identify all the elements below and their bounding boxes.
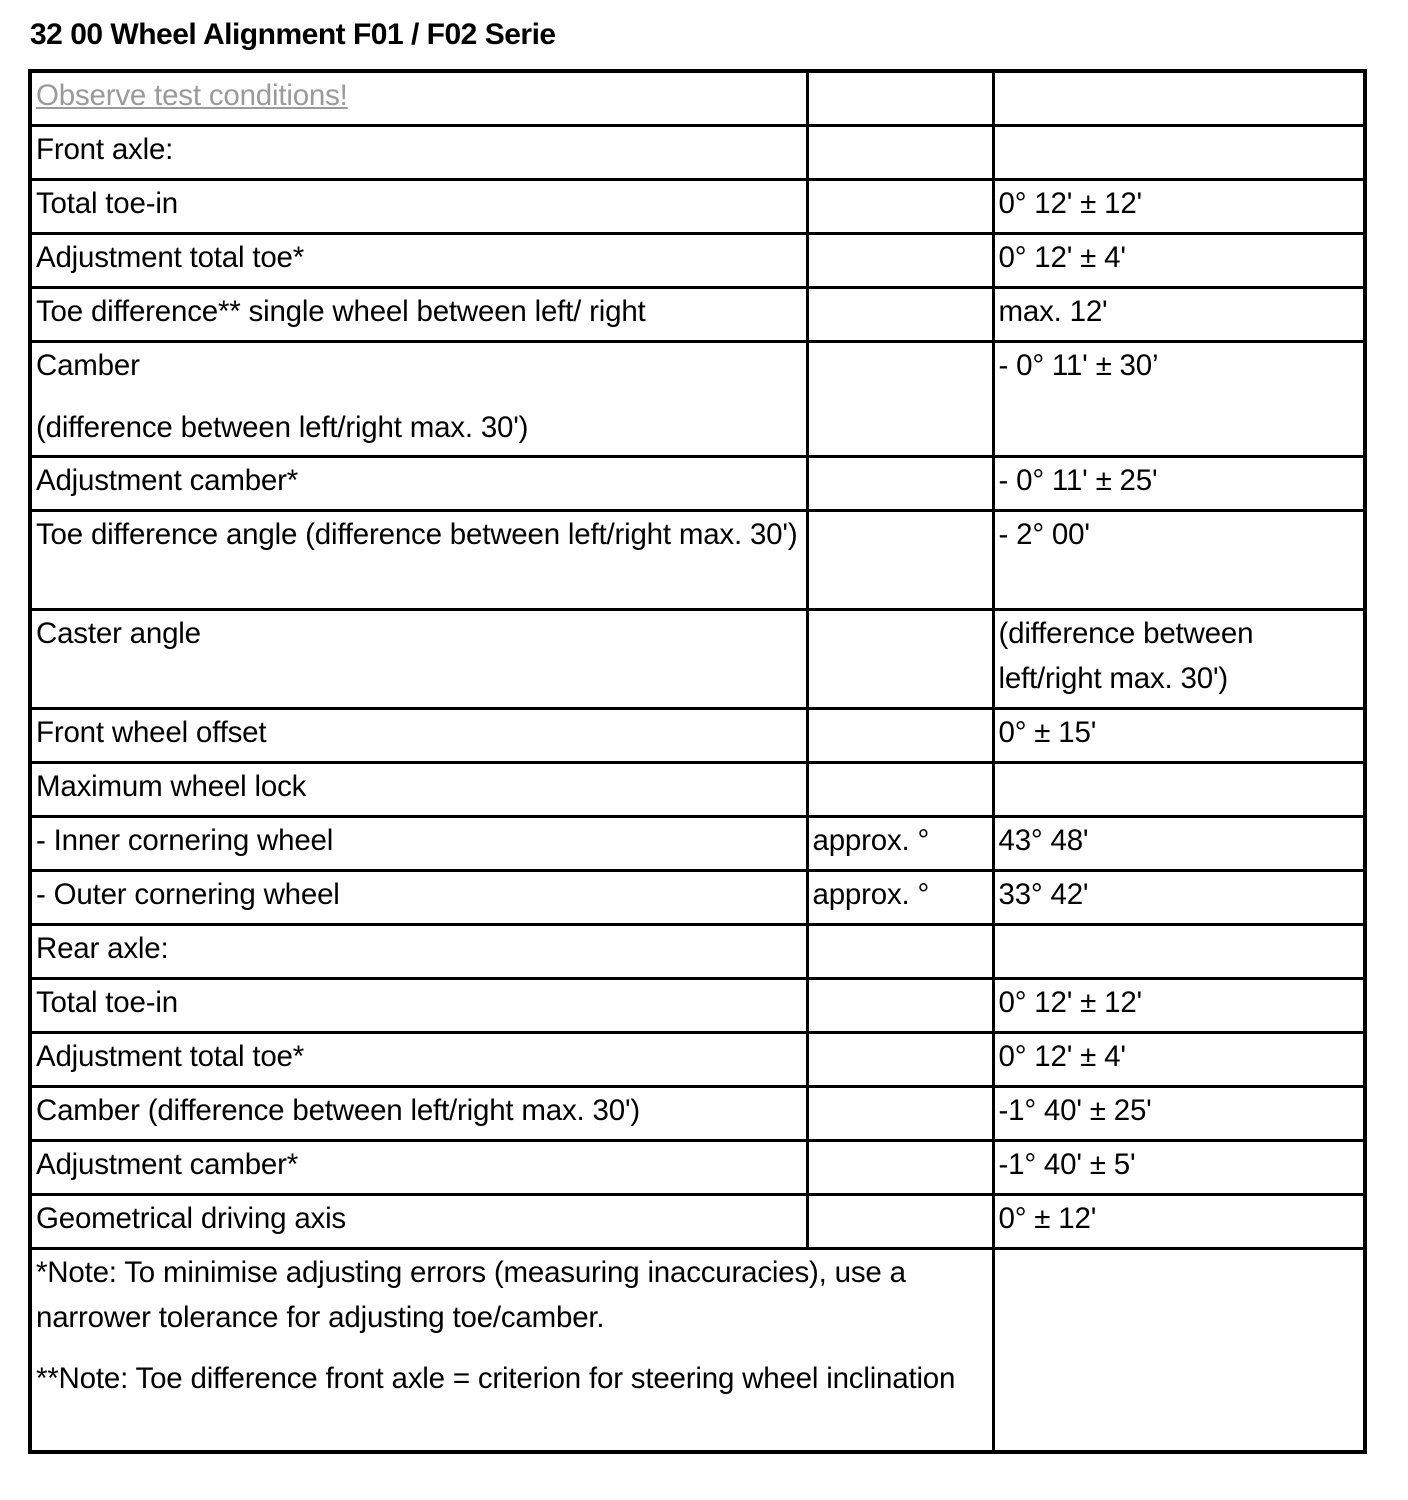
page-title: 32 00 Wheel Alignment F01 / F02 Serie <box>30 18 556 51</box>
table-row <box>30 71 1365 126</box>
unit-cell <box>807 234 993 288</box>
table-row <box>30 817 1365 871</box>
value-cell: max. 12' <box>993 288 1365 342</box>
label-cell: Geometrical driving axis <box>30 1195 807 1249</box>
value-cell <box>993 925 1365 979</box>
table-row <box>30 288 1365 342</box>
table-row <box>30 979 1365 1033</box>
value-cell <box>993 126 1365 180</box>
value-cell: 0° 12' ± 12' <box>993 180 1365 234</box>
unit-cell <box>807 925 993 979</box>
notes-empty-cell <box>993 1249 1365 1453</box>
label-cell: Rear axle: <box>30 925 807 979</box>
label-cell: - Inner cornering wheel <box>30 817 807 871</box>
table-row <box>30 342 1365 457</box>
value-cell: 0° ± 15' <box>993 709 1365 763</box>
value-cell: -1° 40' ± 25' <box>993 1087 1365 1141</box>
label-cell: Adjustment camber* <box>30 1141 807 1195</box>
table-row <box>30 763 1365 817</box>
label-cell: Toe difference angle (difference between left/right max. 30') <box>30 511 807 610</box>
wheel-alignment-table <box>28 69 1367 1454</box>
value-cell: - 0° 11' ± 30’ <box>993 342 1365 457</box>
table-row <box>30 871 1365 925</box>
label-cell <box>30 71 807 126</box>
unit-cell <box>807 1195 993 1249</box>
label-cell <box>30 342 807 457</box>
unit-cell <box>807 763 993 817</box>
label-cell: Maximum wheel lock <box>30 763 807 817</box>
value-cell: - 0° 11' ± 25' <box>993 457 1365 511</box>
label-cell: Adjustment total toe* <box>30 1033 807 1087</box>
table-row <box>30 126 1365 180</box>
label-cell: Toe difference** single wheel between left/ right <box>30 288 807 342</box>
table-row <box>30 610 1365 709</box>
value-cell: 0° ± 12' <box>993 1195 1365 1249</box>
table-row <box>30 234 1365 288</box>
table-row <box>30 180 1365 234</box>
unit-cell: approx. ° <box>807 817 993 871</box>
value-cell: (difference between left/right max. 30') <box>993 610 1365 709</box>
notes-cell <box>30 1249 993 1453</box>
observe-test-conditions-link[interactable]: Observe test conditions! <box>36 79 348 112</box>
label-cell: Caster angle <box>30 610 807 709</box>
unit-cell <box>807 511 993 610</box>
unit-cell <box>807 342 993 457</box>
unit-cell: approx. ° <box>807 871 993 925</box>
label-cell: Adjustment camber* <box>30 457 807 511</box>
unit-cell <box>807 457 993 511</box>
unit-cell <box>807 126 993 180</box>
unit-cell <box>807 1141 993 1195</box>
camber-label: Camber <box>36 349 140 382</box>
value-cell: 0° 12' ± 12' <box>993 979 1365 1033</box>
table-row <box>30 1195 1365 1249</box>
label-cell: Total toe-in <box>30 979 807 1033</box>
unit-cell <box>807 1087 993 1141</box>
table-row <box>30 511 1365 610</box>
label-cell: Adjustment total toe* <box>30 234 807 288</box>
unit-cell <box>807 71 993 126</box>
table-row <box>30 925 1365 979</box>
table-row <box>30 1033 1365 1087</box>
unit-cell <box>807 288 993 342</box>
note-toe-difference: **Note: Toe difference front axle = criterion for steering wheel inclination <box>36 1362 956 1395</box>
value-cell: -1° 40' ± 5' <box>993 1141 1365 1195</box>
value-cell: 33° 42' <box>993 871 1365 925</box>
table-row <box>30 709 1365 763</box>
value-cell: 43° 48' <box>993 817 1365 871</box>
value-cell: - 2° 00' <box>993 511 1365 610</box>
note-adjusting-errors: *Note: To minimise adjusting errors (measuring inaccuracies), use a narrower tolerance for adjusting toe/camber. <box>36 1256 906 1334</box>
table-row <box>30 457 1365 511</box>
unit-cell <box>807 610 993 709</box>
value-cell: 0° 12' ± 4' <box>993 234 1365 288</box>
label-cell: Front axle: <box>30 126 807 180</box>
label-cell: Camber (difference between left/right max. 30') <box>30 1087 807 1141</box>
value-cell <box>993 71 1365 126</box>
value-cell <box>993 763 1365 817</box>
label-cell: Front wheel offset <box>30 709 807 763</box>
label-cell: Total toe-in <box>30 180 807 234</box>
notes-row <box>30 1249 1365 1453</box>
table-row <box>30 1087 1365 1141</box>
label-cell: - Outer cornering wheel <box>30 871 807 925</box>
value-cell: 0° 12' ± 4' <box>993 1033 1365 1087</box>
unit-cell <box>807 180 993 234</box>
unit-cell <box>807 979 993 1033</box>
table-row <box>30 1141 1365 1195</box>
unit-cell <box>807 1033 993 1087</box>
unit-cell <box>807 709 993 763</box>
camber-label-note: (difference between left/right max. 30') <box>36 411 529 444</box>
